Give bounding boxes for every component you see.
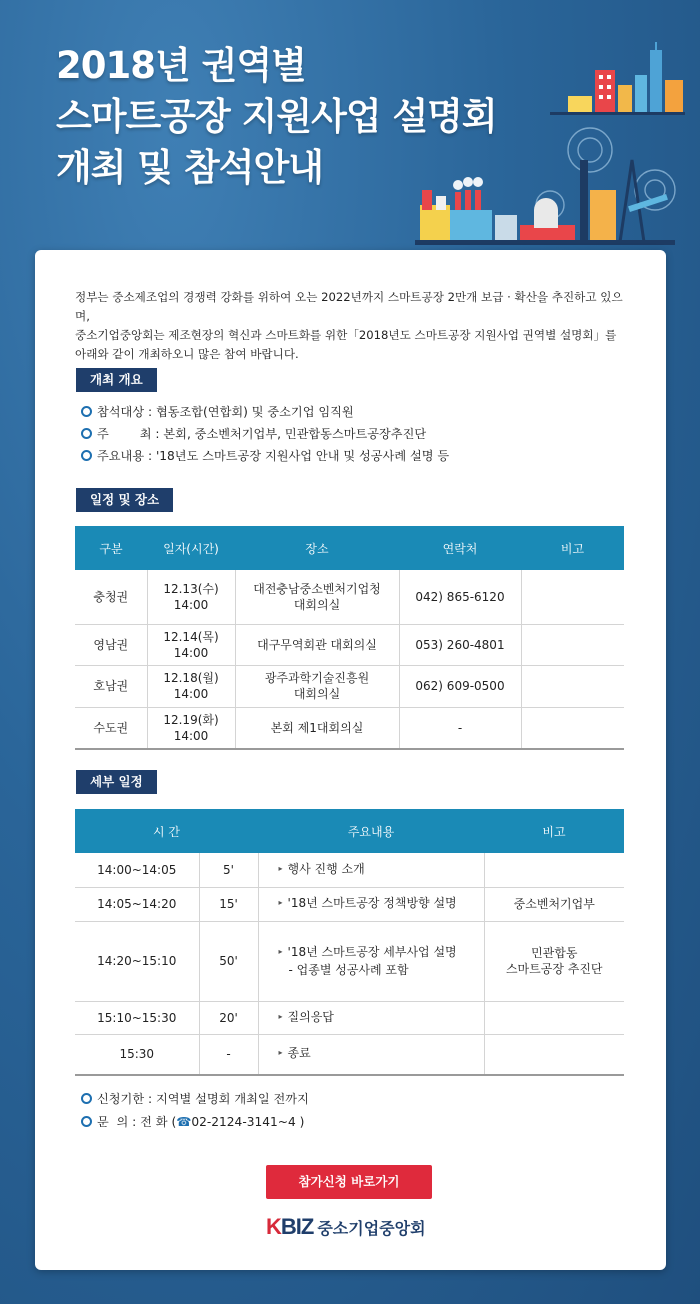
kbiz-logo: KBIZ 중소기업중앙회: [266, 1214, 426, 1239]
triangle-right-icon: ▸: [278, 898, 283, 907]
title-line-3: 개최 및 참석안내: [56, 146, 323, 189]
note-cell: 중소벤처기업부: [484, 887, 624, 921]
duration-cell: -: [199, 1034, 258, 1075]
inquiry-note: 문 의 : 전 화 (☎02-2124-3141~4 ): [81, 1111, 309, 1134]
time-cell: 15:30: [75, 1034, 199, 1075]
schedule-col-header: 일자(시간): [147, 526, 235, 570]
apply-button[interactable]: 참가신청 바로가기: [266, 1165, 432, 1199]
footnotes: [81, 1088, 309, 1134]
region-cell: 호남권: [75, 665, 147, 707]
bullet-circle-icon: [81, 1093, 92, 1104]
schedule-header-row: [75, 526, 624, 570]
date-cell: 12.13(수) 14:00: [147, 570, 235, 624]
schedule-col-header: 구분: [75, 526, 147, 570]
triangle-right-icon: ▸: [278, 947, 283, 956]
time-cell: 15:10~15:30: [75, 1001, 199, 1034]
bullet-circle-icon: [81, 450, 92, 461]
triangle-right-icon: ▸: [278, 1011, 283, 1021]
detail-col-header: 주요내용: [258, 809, 484, 853]
table-row: [75, 665, 624, 707]
table-row: [75, 887, 624, 921]
duration-cell: 15': [199, 887, 258, 921]
smart-factory-illustration: [400, 40, 690, 255]
schedule-col-header: 연락처: [399, 526, 521, 570]
detail-col-header: 비고: [484, 809, 624, 853]
overview-item: 주 최 : 본회, 중소벤처기업부, 민관합동스마트공장추진단: [81, 423, 449, 445]
phone-icon: ☎: [176, 1115, 192, 1129]
contact-cell: 062) 609-0500: [399, 665, 521, 707]
title-line-1: 2018년 권역별: [56, 44, 306, 87]
table-row: [75, 570, 624, 624]
contact-cell: -: [399, 707, 521, 749]
note-cell: [521, 707, 624, 749]
title-line-2: 스마트공장 지원사업 설명회: [56, 95, 497, 138]
schedule-heading: 일정 및 장소: [76, 488, 173, 512]
note-cell: [484, 1001, 624, 1034]
table-row: [75, 921, 624, 1001]
region-cell: 충청권: [75, 570, 147, 624]
note-cell: [521, 665, 624, 707]
venue-cell: 광주과학기술진흥원 대회의실: [235, 665, 399, 707]
time-cell: 14:00~14:05: [75, 853, 199, 887]
content-cell: ▸ 질의응답: [258, 1001, 484, 1034]
note-cell: 민관합동 스마트공장 추진단: [484, 921, 624, 1001]
note-cell: [484, 853, 624, 887]
table-row: [75, 1034, 624, 1075]
note-cell: [484, 1034, 624, 1075]
table-row: [75, 853, 624, 887]
content-cell: ▸ 행사 진행 소개: [258, 853, 484, 887]
overview-item: 주요내용 : '18년도 스마트공장 지원사업 안내 및 성공사례 설명 등: [81, 445, 449, 467]
triangle-right-icon: ▸: [278, 1048, 283, 1058]
bullet-circle-icon: [81, 1116, 92, 1127]
content-cell: ▸ '18년 스마트공장 세부사업 설명 - 업종별 성공사례 포함: [258, 921, 484, 1001]
table-row: [75, 624, 624, 665]
region-cell: 영남권: [75, 624, 147, 665]
schedule-col-header: 비고: [521, 526, 624, 570]
region-cell: 수도권: [75, 707, 147, 749]
content-card: [35, 250, 666, 1270]
content-cell: ▸ 종료: [258, 1034, 484, 1075]
venue-cell: 대전충남중소벤처기업청 대회의실: [235, 570, 399, 624]
intro-text: [75, 288, 635, 364]
detail-table: [75, 809, 624, 1076]
duration-cell: 20': [199, 1001, 258, 1034]
detail-heading: 세부 일정: [76, 770, 157, 794]
detail-col-header: 시 간: [75, 809, 258, 853]
time-cell: 14:20~15:10: [75, 921, 199, 1001]
duration-cell: 5': [199, 853, 258, 887]
schedule-col-header: 장소: [235, 526, 399, 570]
overview-heading: 개최 개요: [76, 368, 157, 392]
contact-cell: 053) 260-4801: [399, 624, 521, 665]
duration-cell: 50': [199, 921, 258, 1001]
table-row: [75, 707, 624, 749]
venue-cell: 본회 제1대회의실: [235, 707, 399, 749]
bullet-circle-icon: [81, 428, 92, 439]
triangle-right-icon: ▸: [278, 863, 283, 873]
schedule-table: [75, 526, 624, 750]
contact-cell: 042) 865-6120: [399, 570, 521, 624]
note-cell: [521, 624, 624, 665]
bullet-circle-icon: [81, 406, 92, 417]
deadline-note: 신청기한 : 지역별 설명회 개최일 전까지: [81, 1088, 309, 1111]
content-cell: ▸ '18년 스마트공장 정책방향 설명: [258, 887, 484, 921]
date-cell: 12.14(목) 14:00: [147, 624, 235, 665]
venue-cell: 대구무역회관 대회의실: [235, 624, 399, 665]
table-row: [75, 1001, 624, 1034]
intro-line-1: 정부는 중소제조업의 경쟁력 강화를 위하여 오는 2022년까지 스마트공장 2만개 보급 · 확산을 추진하고 있으며,: [75, 290, 623, 323]
date-cell: 12.18(월) 14:00: [147, 665, 235, 707]
date-cell: 12.19(화) 14:00: [147, 707, 235, 749]
detail-header-row: [75, 809, 624, 853]
overview-list: [81, 401, 449, 467]
time-cell: 14:05~14:20: [75, 887, 199, 921]
overview-item: 참석대상 : 협동조합(연합회) 및 중소기업 임직원: [81, 401, 449, 423]
intro-line-2: 중소기업중앙회는 제조현장의 혁신과 스마트화를 위한「2018년도 스마트공장 지원사업 권역별 설명회」를: [75, 328, 617, 342]
intro-line-3: 아래와 같이 개최하오니 많은 참여 바랍니다.: [75, 347, 299, 361]
note-cell: [521, 570, 624, 624]
